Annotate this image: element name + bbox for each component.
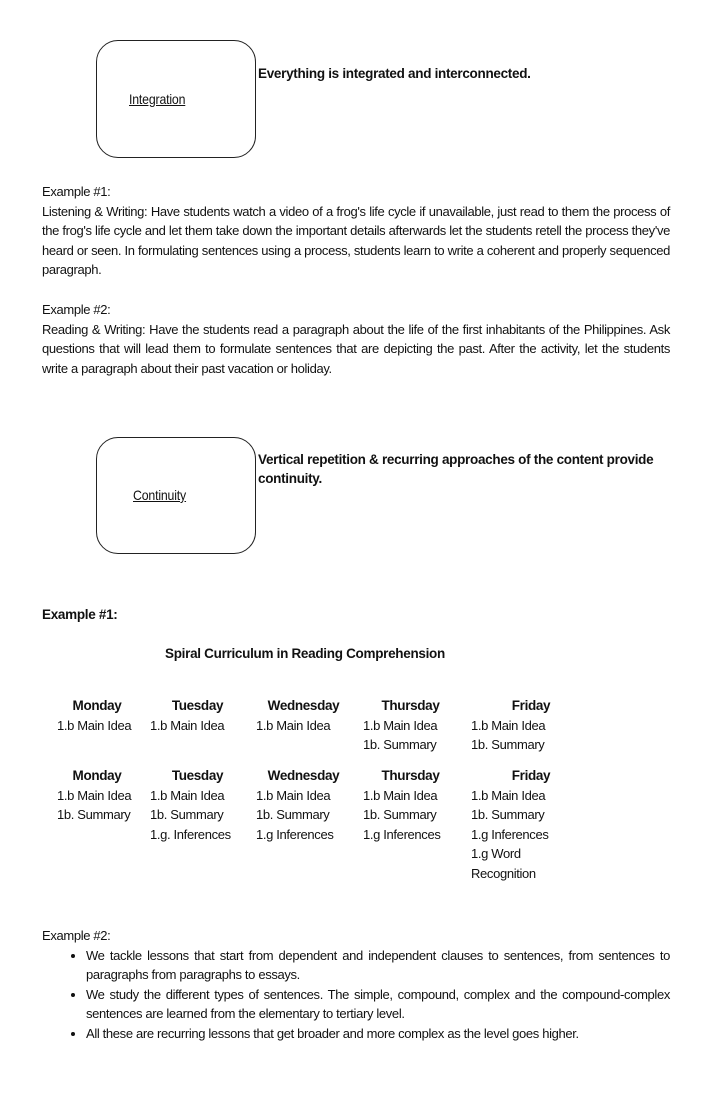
week1-wednesday (256, 696, 351, 735)
lesson-item: 1b. Summary (363, 737, 437, 752)
integration-example-1 (42, 182, 670, 280)
lesson-item: 1.b Main Idea (150, 787, 225, 803)
day-name: Friday (511, 768, 551, 783)
week1-thursday (363, 696, 458, 755)
week2-wednesday (256, 766, 351, 844)
lesson-item: 1b. Summary (471, 737, 545, 752)
lesson-item: 1b. Summary (150, 807, 224, 822)
continuity-example-1-title: Example #1: (42, 607, 118, 622)
lesson-item: 1b. Summary (471, 807, 545, 822)
lesson-item: 1.b Main Idea (57, 717, 132, 733)
day-name: Monday (72, 698, 122, 713)
lesson-item: 1.g Word (471, 846, 521, 861)
lesson-item: 1b. Summary (363, 807, 437, 822)
lesson-item: 1b. Summary (57, 807, 131, 822)
day-name: Monday (72, 768, 122, 783)
lesson-item: 1.b Main Idea (471, 717, 546, 733)
lesson-item: 1.b Main Idea (150, 717, 225, 733)
bullet-list (42, 946, 670, 1044)
day-name: Wednesday (267, 768, 340, 783)
integration-heading: Everything is integrated and interconnected. (258, 66, 531, 81)
integration-label: Integration (129, 91, 186, 107)
continuity-heading: Vertical repetition & recurring approaches of the content provide continuity. (258, 452, 654, 486)
lesson-item: 1.g Inferences (256, 826, 334, 842)
list-item: • We study the different types of sentences. The simple, compound, complex and the compound-complex sentences are learned from the elementary to tertiary level. (86, 985, 670, 1024)
spiral-curriculum-title: Spiral Curriculum in Reading Comprehension (165, 646, 445, 661)
example-title: Example #2: (42, 928, 111, 943)
day-name: Wednesday (267, 698, 340, 713)
lesson-item: 1.g Inferences (471, 826, 549, 842)
day-name: Thursday (381, 698, 440, 713)
lesson-item: 1.g. Inferences (150, 826, 231, 842)
week2-tuesday (150, 766, 245, 844)
integration-example-2 (42, 300, 670, 378)
week1-monday (57, 696, 137, 735)
week2-thursday (363, 766, 458, 844)
lesson-item: Recognition (471, 865, 536, 881)
week2-friday (471, 766, 591, 883)
example-title: Example #2: (42, 302, 111, 317)
day-name: Tuesday (171, 768, 224, 783)
lesson-item: 1.g Inferences (363, 826, 441, 842)
list-item: • All these are recurring lessons that get broader and more complex as the level goes higher. (86, 1024, 670, 1044)
lesson-item: 1.b Main Idea (256, 717, 331, 733)
day-name: Tuesday (171, 698, 224, 713)
lesson-item: 1b. Summary (256, 807, 330, 822)
continuity-label: Continuity (133, 487, 187, 503)
example-text: Reading & Writing: Have the students read a paragraph about the life of the first inhabitants of the Philippines. Ask questions that will lead them to formulate sentences that are depicting the past. After the activity, let the students write a paragraph about their past vacation or holiday. (42, 321, 670, 376)
lesson-item: 1.b Main Idea (57, 787, 132, 803)
example-text: Listening & Writing: Have students watch a video of a frog's life cycle if unavailable, just read to them the process of the frog's life cycle and let them take down the important details afterwards let the students retell the process they've heard or seen. In formulating sentences using a process, students learn to write a coherent and properly sequenced paragraph. (42, 203, 670, 277)
lesson-item: 1.b Main Idea (363, 787, 438, 803)
lesson-item: 1.b Main Idea (471, 787, 546, 803)
example-title: Example #1: (42, 184, 111, 199)
list-item: • We tackle lessons that start from dependent and independent clauses to sentences, from sentences to paragraphs from paragraphs to essays. (86, 946, 670, 985)
week1-friday (471, 696, 591, 755)
continuity-example-2 (42, 926, 670, 1043)
lesson-item: 1.b Main Idea (363, 717, 438, 733)
day-name: Friday (511, 698, 551, 713)
day-name: Thursday (381, 768, 440, 783)
lesson-item: 1.b Main Idea (256, 787, 331, 803)
week1-tuesday (150, 696, 245, 735)
week2-monday (57, 766, 137, 825)
